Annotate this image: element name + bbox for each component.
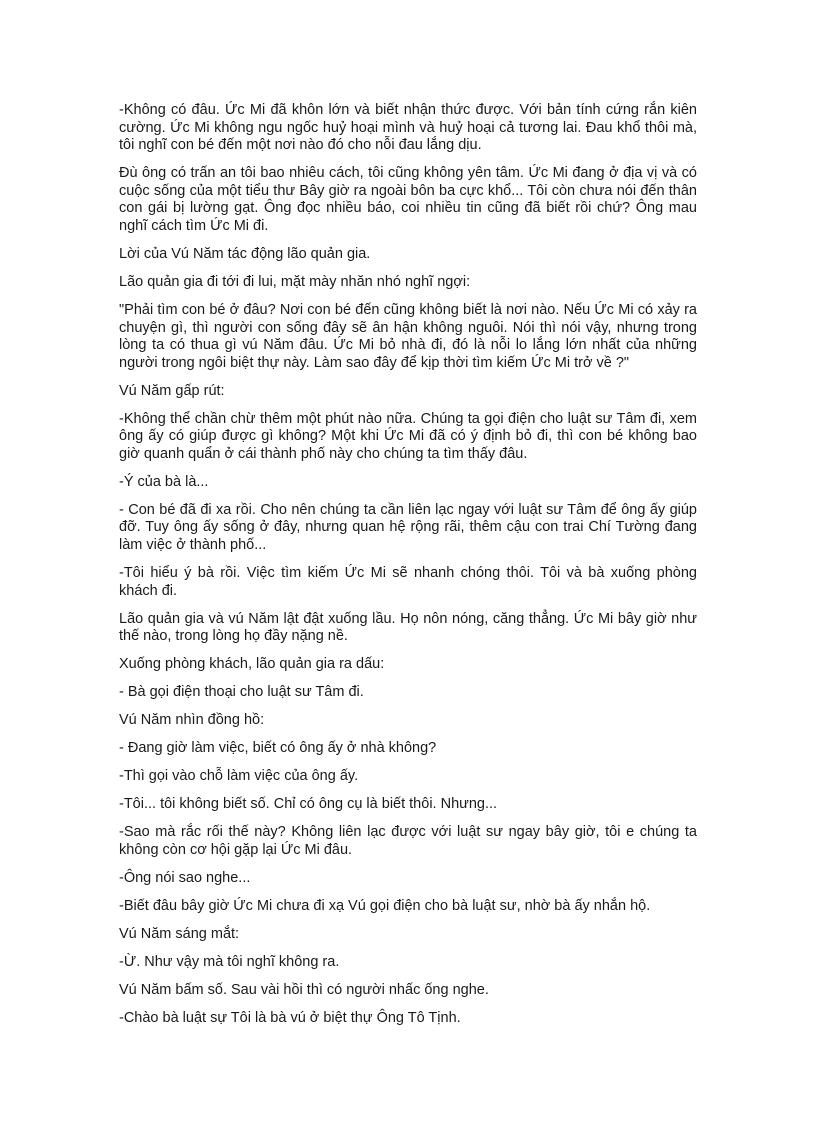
paragraph-1: -Không có đâu. Ức Mi đã khôn lớn và biết nhận thức được. Với bản tính cứng rắn kiên cường. Ức Mi không ngu ngốc huỷ hoại mình và huỷ hoại cả tương lai. Đau khổ thôi mà, tôi nghĩ con bé đến một nơi nào đó cho nỗi đau lắng dịu. xyxy=(119,102,697,154)
paragraph-15: - Đang giờ làm việc, biết có ông ấy ở nhà không? xyxy=(119,740,437,757)
paragraph-24: -Chào bà luật sự Tôi là bà vú ở biệt thự Ông Tô Tịnh. xyxy=(119,1009,461,1026)
paragraph-4: Lão quản gia đi tới đi lui, mặt mày nhăn nhó nghĩ ngợi: xyxy=(119,273,471,290)
paragraph-20: -Biết đâu bây giờ Ức Mi chưa đi xạ Vú gọi điện cho bà luật sư, nhờ bà ấy nhắn hộ. xyxy=(119,897,651,914)
paragraph-10: -Tôi hiểu ý bà rồi. Việc tìm kiếm Ức Mi sẽ nhanh chóng thôi. Tôi và bà xuống phòng khách đi. xyxy=(119,564,697,599)
paragraph-17: -Tôi... tôi không biết số. Chỉ có ông cụ là biết thôi. Nhưng... xyxy=(119,796,498,813)
paragraph-12: Xuống phòng khách, lão quản gia ra dấu: xyxy=(119,656,385,673)
paragraph-5: "Phải tìm con bé ở đâu? Nơi con bé đến cũng không biết là nơi nào. Nếu Ức Mi có xảy ra chuyện gì, thì người con sống đây sẽ ân hận không nguôi. Nói thì nói vậy, nhưng trong lòng ta có thua gì vú Năm đâu. Ức Mi bỏ nhà đi, đó là nỗi lo lắng lớn nhất của những người trong ngôi biệt thự này. Làm sao đây để kịp thời tìm kiếm Ức Mi trở về ?" xyxy=(119,301,697,371)
paragraph-14: Vú Năm nhìn đồng hồ: xyxy=(119,712,265,729)
paragraph-21: Vú Năm sáng mắt: xyxy=(119,925,240,942)
document-page xyxy=(119,102,697,1038)
paragraph-6: Vú Năm gấp rút: xyxy=(119,382,225,399)
paragraph-7: -Không thể chần chừ thêm một phút nào nữa. Chúng ta gọi điện cho luật sư Tâm đi, xem ông ấy có giúp được gì không? Một khi Ức Mi đã có ý định bỏ đi, thì con bé không bao giờ quanh quẩn ở cái thành phố này cho chúng ta tìm thấy đâu. xyxy=(119,410,697,462)
paragraph-19: -Ông nói sao nghe... xyxy=(119,869,251,886)
paragraph-3: Lời của Vú Năm tác động lão quản gia. xyxy=(119,245,371,262)
paragraph-22: -Ừ. Như vậy mà tôi nghĩ không ra. xyxy=(119,953,340,970)
paragraph-23: Vú Năm bấm số. Sau vài hồi thì có người nhấc ống nghe. xyxy=(119,981,489,998)
paragraph-11: Lão quản gia và vú Năm lật đật xuống lầu. Họ nôn nóng, căng thẳng. Ức Mi bây giờ như thế nào, trong lòng họ đầy nặng nề. xyxy=(119,610,697,645)
paragraph-8: -Ý của bà là... xyxy=(119,473,209,490)
paragraph-2: Đù ông có trấn an tôi bao nhiêu cách, tôi cũng không yên tâm. Ức Mi đang ở địa vị và có cuộc sống của một tiểu thư Bây giờ ra ngoài bôn ba cực khổ... Tôi còn chưa nói đến thân con gái bị lường gạt. Ông đọc nhiều báo, coi nhiều tin cũng đã biết rồi chứ? Ông mau nghĩ cách tìm Ức Mi đi. xyxy=(119,165,697,234)
paragraph-13: - Bà gọi điện thoại cho luật sư Tâm đi. xyxy=(119,684,364,701)
paragraph-16: -Thì gọi vào chỗ làm việc của ông ấy. xyxy=(119,768,359,785)
paragraph-18: -Sao mà rắc rối thế này? Không liên lạc được với luật sư ngay bây giờ, tôi e chúng ta không còn cơ hội gặp lại Ức Mi đâu. xyxy=(119,824,697,858)
paragraph-9: - Con bé đã đi xa rồi. Cho nên chúng ta cần liên lạc ngay với luật sư Tâm để ông ấy giúp đỡ. Tuy ông ấy sống ở đây, nhưng quan hệ rộng rãi, thêm cậu con trai Chí Tường đang làm việc ở thành phố... xyxy=(119,501,697,553)
